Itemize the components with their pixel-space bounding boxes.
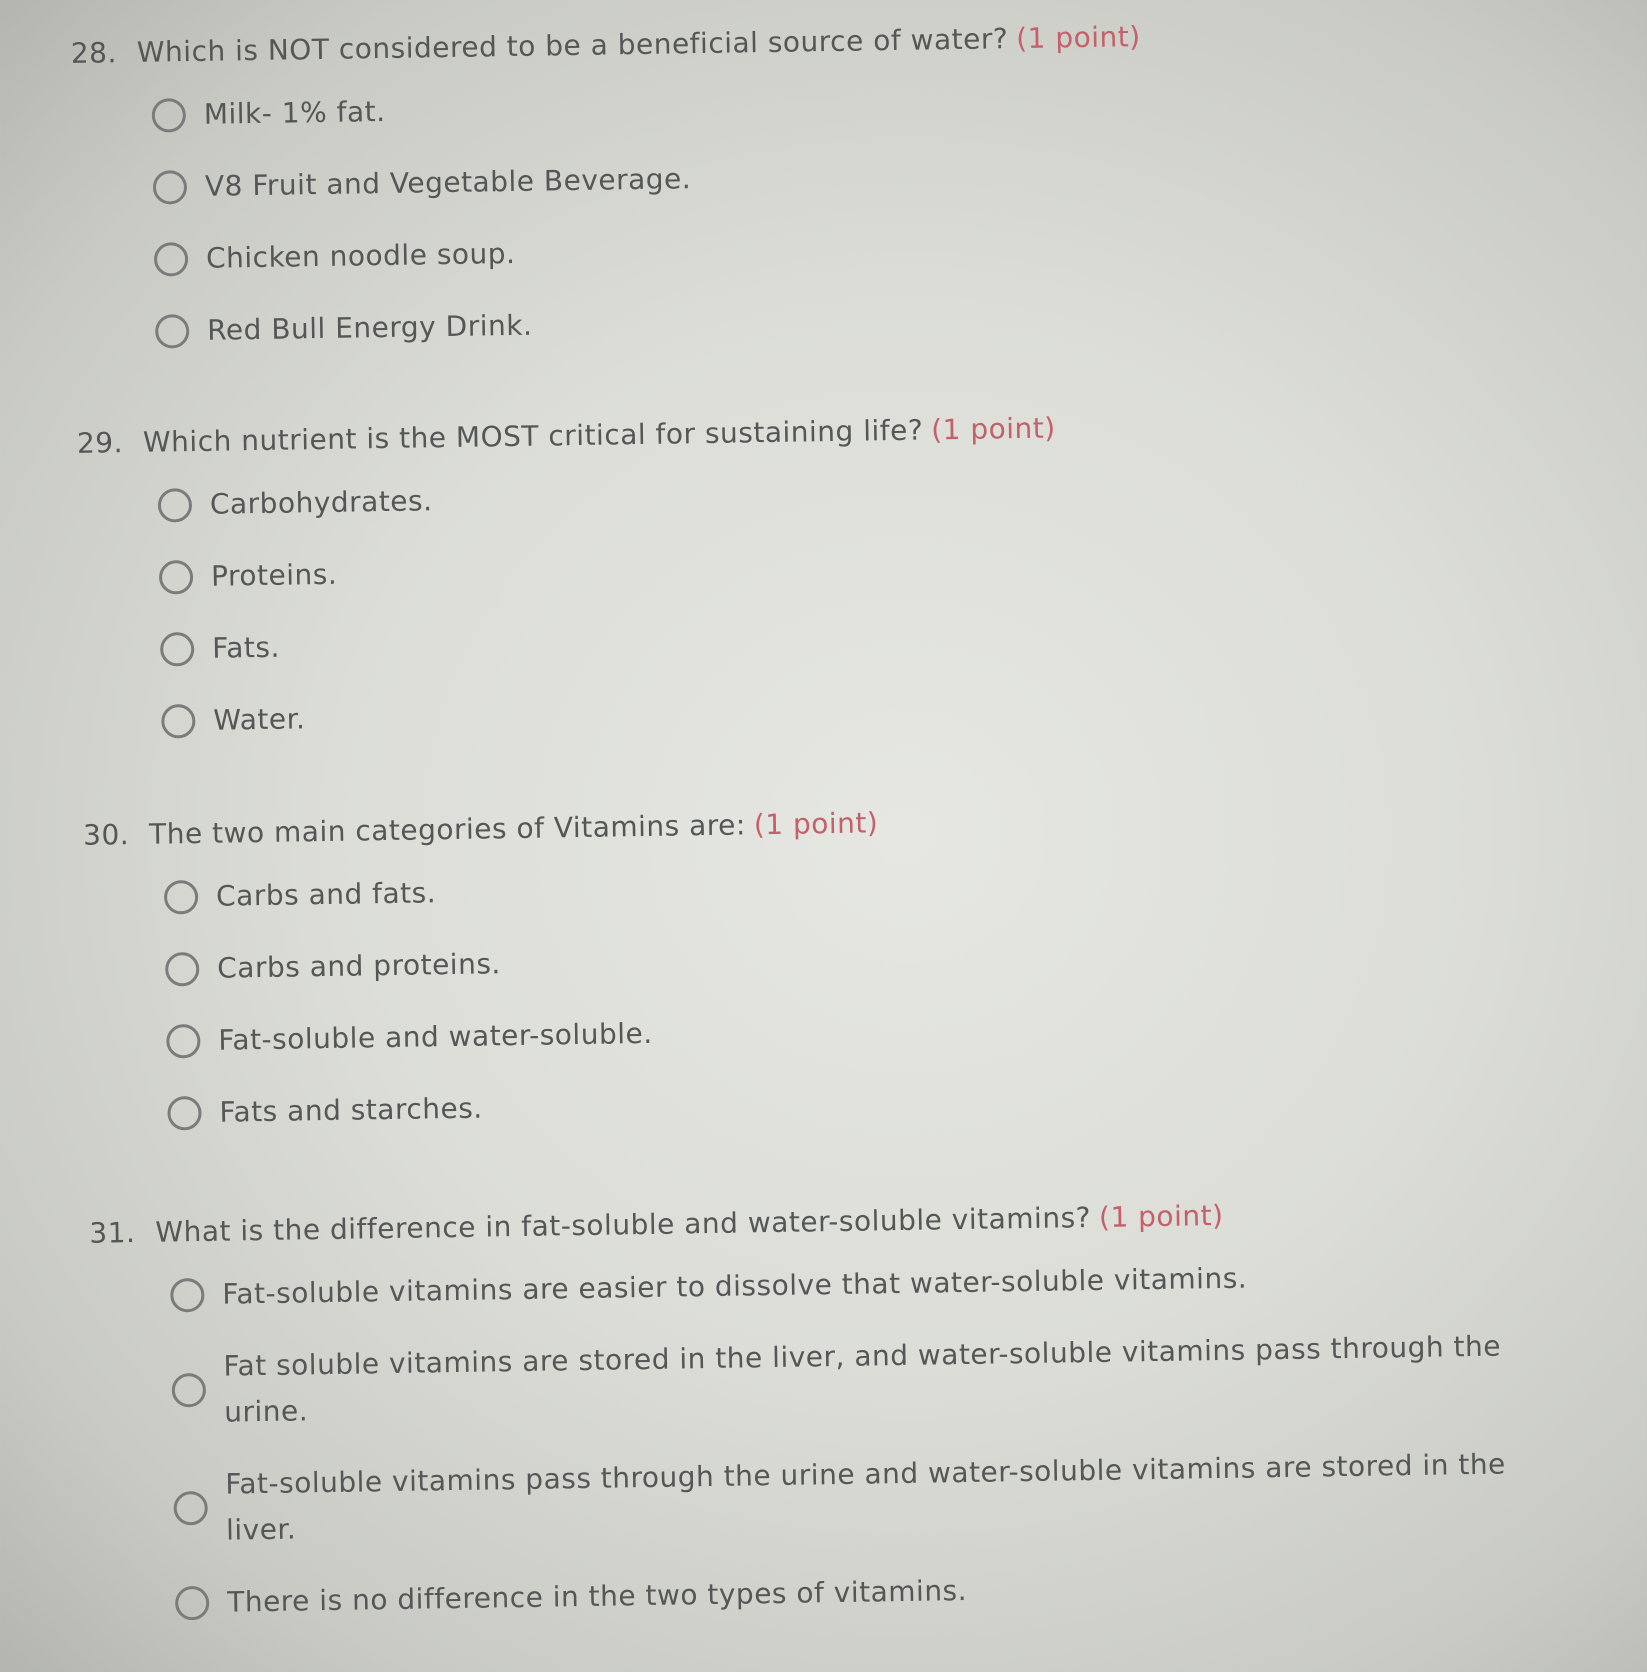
radio-circle-icon[interactable] <box>153 170 188 205</box>
option-label[interactable]: Fats and starches. <box>219 1091 483 1129</box>
option-radio[interactable] <box>167 1079 883 1136</box>
option-radio[interactable] <box>153 149 1144 211</box>
question-title <box>83 806 879 851</box>
radio-circle-icon[interactable] <box>155 314 190 349</box>
option-label[interactable]: Red Bull Energy Drink. <box>206 308 533 347</box>
radio-circle-icon[interactable] <box>158 488 193 523</box>
radio-circle-icon[interactable] <box>166 1024 201 1059</box>
option-radio[interactable] <box>154 221 1145 283</box>
option-radio[interactable] <box>173 1440 1586 1554</box>
option-radio[interactable] <box>151 77 1142 139</box>
option-label[interactable]: Carbohydrates. <box>209 484 433 521</box>
option-radio[interactable] <box>158 468 1057 528</box>
option-radio[interactable] <box>170 1250 1583 1318</box>
question-text: Which nutrient is the MOST critical for sustaining life? <box>142 413 924 459</box>
radio-circle-icon[interactable] <box>152 98 187 133</box>
option-label[interactable]: Fat soluble vitamins are stored in the liver, and water-soluble vitamins pass through the urine. <box>223 1329 1502 1429</box>
option-radio[interactable] <box>161 684 1060 744</box>
points-label: (1 point) <box>1098 1198 1224 1234</box>
question-31 <box>89 1193 1588 1653</box>
option-label[interactable]: Carbs and fats. <box>215 876 437 913</box>
radio-circle-icon[interactable] <box>175 1586 210 1621</box>
question-number: 29. <box>76 426 124 460</box>
option-radio[interactable] <box>160 612 1059 672</box>
options-list <box>158 468 1061 744</box>
option-label[interactable]: Fat-soluble vitamins are easier to dissolve that water-soluble vitamins. <box>222 1261 1248 1311</box>
radio-circle-icon[interactable] <box>170 1278 205 1313</box>
question-30 <box>83 806 884 1163</box>
radio-circle-icon[interactable] <box>164 880 199 915</box>
option-label[interactable]: Chicken noodle soup. <box>205 236 516 275</box>
option-label[interactable]: Carbs and proteins. <box>216 947 502 985</box>
option-label[interactable]: V8 Fruit and Vegetable Beverage. <box>204 162 692 203</box>
radio-circle-icon[interactable] <box>165 952 200 987</box>
radio-circle-icon[interactable] <box>172 1373 207 1408</box>
option-label[interactable]: Fat-soluble vitamins pass through the urine and water-soluble vitamins are stored in the liver. <box>225 1447 1507 1547</box>
option-radio[interactable] <box>171 1322 1584 1436</box>
question-title <box>77 411 1056 459</box>
option-label[interactable]: There is no difference in the two types of vitamins. <box>226 1574 968 1619</box>
option-label[interactable]: Proteins. <box>210 557 338 593</box>
radio-circle-icon[interactable] <box>173 1491 208 1526</box>
option-radio[interactable] <box>165 935 881 992</box>
option-radio[interactable] <box>175 1558 1588 1626</box>
option-label[interactable]: Water. <box>213 702 306 737</box>
points-label: (1 point) <box>1015 20 1141 56</box>
option-label[interactable]: Fat-soluble and water-soluble. <box>218 1016 653 1057</box>
options-list <box>164 863 883 1136</box>
option-radio[interactable] <box>164 863 880 920</box>
question-number: 31. <box>89 1216 136 1250</box>
question-title <box>71 20 1141 70</box>
points-label: (1 point) <box>753 806 879 842</box>
option-radio[interactable] <box>155 293 1146 355</box>
question-number: 28. <box>70 36 118 70</box>
points-label: (1 point) <box>930 411 1056 447</box>
radio-circle-icon[interactable] <box>159 560 194 595</box>
option-label[interactable]: Fats. <box>211 630 281 665</box>
question-text: The two main categories of Vitamins are: <box>148 808 747 851</box>
radio-circle-icon[interactable] <box>154 242 189 277</box>
option-radio[interactable] <box>166 1007 882 1064</box>
radio-circle-icon[interactable] <box>161 704 196 739</box>
radio-circle-icon[interactable] <box>160 632 195 667</box>
options-list <box>170 1250 1587 1626</box>
question-29 <box>77 411 1061 771</box>
option-label[interactable]: Milk- 1% fat. <box>203 94 386 131</box>
question-number: 30. <box>82 818 130 852</box>
option-radio[interactable] <box>159 540 1058 600</box>
question-28 <box>71 20 1146 382</box>
options-list <box>151 77 1145 355</box>
question-text: What is the difference in fat-soluble and water-soluble vitamins? <box>155 1201 1092 1249</box>
radio-circle-icon[interactable] <box>167 1096 202 1131</box>
question-title <box>89 1193 1581 1249</box>
question-text: Which is NOT considered to be a beneficial source of water? <box>136 22 1009 69</box>
